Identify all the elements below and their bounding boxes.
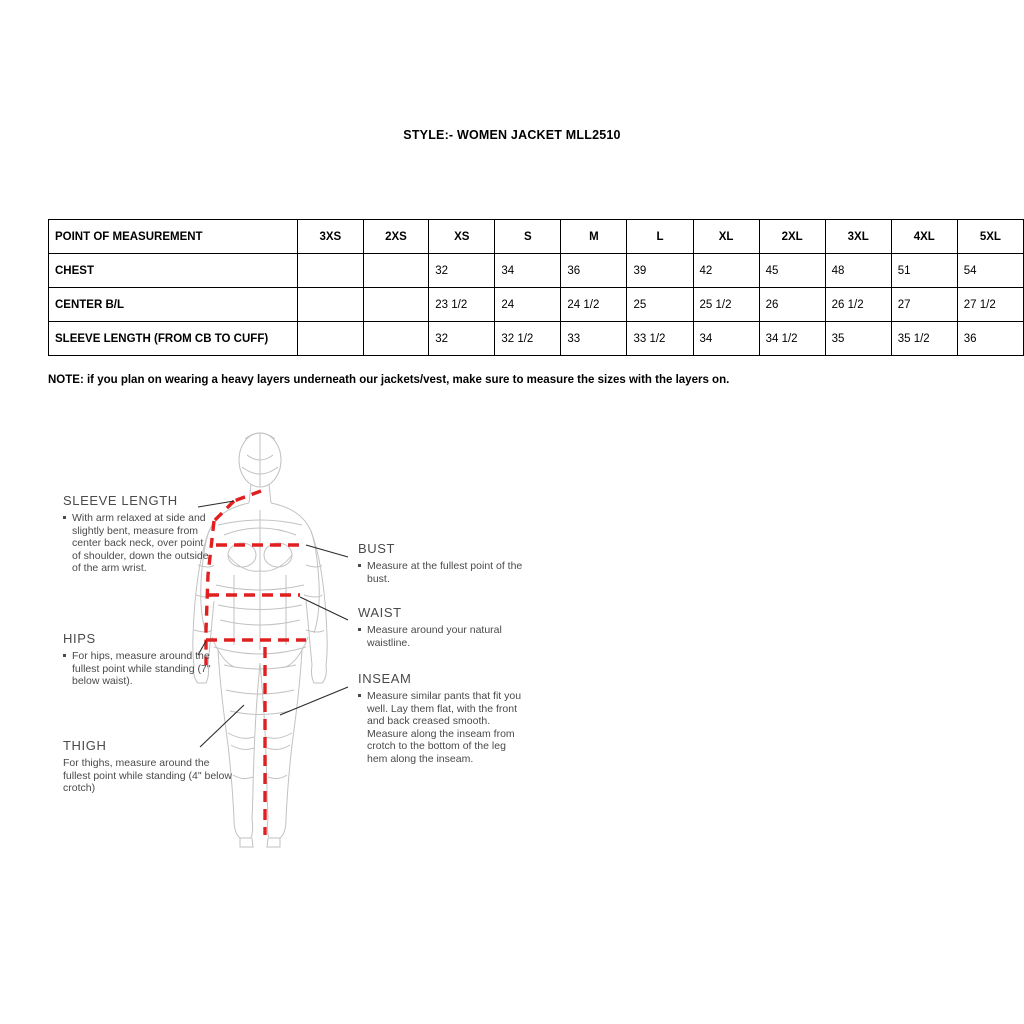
annotation-thigh — [63, 738, 238, 795]
cell-chest-2xl: 45 — [759, 254, 825, 288]
cell-centerbl-3xl: 26 1/2 — [825, 288, 891, 322]
cell-sleeve-2xs — [363, 322, 429, 356]
annotation-inseam — [358, 671, 528, 766]
cell-chest-5xl: 54 — [957, 254, 1023, 288]
annotation-inseam-body: Measure similar pants that fit you well. Lay them flat, with the front and back creased smooth. Measure along the inseam from crotch to the bottom of the leg hem along the inseam. — [358, 690, 528, 766]
column-header-s: S — [495, 220, 561, 254]
cell-centerbl-3xs — [298, 288, 364, 322]
column-header-3xs: 3XS — [298, 220, 364, 254]
column-header-4xl: 4XL — [891, 220, 957, 254]
cell-sleeve-l: 33 1/2 — [627, 322, 693, 356]
column-header-2xs: 2XS — [363, 220, 429, 254]
cell-chest-xl: 42 — [693, 254, 759, 288]
cell-sleeve-3xs — [298, 322, 364, 356]
column-header-l: L — [627, 220, 693, 254]
cell-sleeve-xl: 34 — [693, 322, 759, 356]
page-title: STYLE:- WOMEN JACKET MLL2510 — [403, 128, 621, 142]
table-header-row — [49, 220, 1024, 254]
cell-centerbl-s: 24 — [495, 288, 561, 322]
column-header-3xl: 3XL — [825, 220, 891, 254]
annotation-waist-body: Measure around your natural waistline. — [358, 624, 523, 649]
annotation-inseam-title: INSEAM — [358, 671, 412, 686]
annotation-sleeve-length-title: SLEEVE LENGTH — [63, 493, 178, 508]
cell-chest-3xl: 48 — [825, 254, 891, 288]
annotation-thigh-title: THIGH — [63, 738, 107, 753]
cell-chest-xs: 32 — [429, 254, 495, 288]
cell-chest-4xl: 51 — [891, 254, 957, 288]
column-header-xs: XS — [429, 220, 495, 254]
cell-sleeve-2xl: 34 1/2 — [759, 322, 825, 356]
cell-sleeve-3xl: 35 — [825, 322, 891, 356]
size-chart-table — [48, 219, 1024, 356]
cell-centerbl-2xl: 26 — [759, 288, 825, 322]
table-row — [49, 322, 1024, 356]
annotation-hips — [63, 631, 213, 688]
annotation-hips-title: HIPS — [63, 631, 96, 646]
annotation-sleeve-length — [63, 493, 213, 575]
cell-chest-m: 36 — [561, 254, 627, 288]
row-label-chest: CHEST — [49, 254, 298, 288]
cell-sleeve-4xl: 35 1/2 — [891, 322, 957, 356]
annotation-bust — [358, 541, 523, 585]
column-header-point-of-measurement: POINT OF MEASUREMENT — [49, 220, 298, 254]
measurement-diagram — [48, 415, 568, 885]
column-header-m: M — [561, 220, 627, 254]
row-label-sleeve-length: SLEEVE LENGTH (FROM CB TO CUFF) — [49, 322, 298, 356]
annotation-waist — [358, 605, 523, 649]
cell-centerbl-2xs — [363, 288, 429, 322]
column-header-5xl: 5XL — [957, 220, 1023, 254]
measurement-note: NOTE: if you plan on wearing a heavy layers underneath our jackets/vest, make sure to measure the sizes with the layers on. — [48, 374, 730, 386]
column-header-2xl: 2XL — [759, 220, 825, 254]
cell-centerbl-xl: 25 1/2 — [693, 288, 759, 322]
table-row — [49, 254, 1024, 288]
table-row — [49, 288, 1024, 322]
annotation-bust-title: BUST — [358, 541, 396, 556]
cell-centerbl-l: 25 — [627, 288, 693, 322]
annotation-hips-body: For hips, measure around the fullest point while standing (7" below waist). — [63, 650, 213, 688]
cell-chest-3xs — [298, 254, 364, 288]
cell-centerbl-4xl: 27 — [891, 288, 957, 322]
column-header-xl: XL — [693, 220, 759, 254]
annotation-waist-title: WAIST — [358, 605, 402, 620]
cell-chest-2xs — [363, 254, 429, 288]
cell-sleeve-xs: 32 — [429, 322, 495, 356]
cell-centerbl-xs: 23 1/2 — [429, 288, 495, 322]
annotation-thigh-body: For thighs, measure around the fullest point while standing (4" below crotch) — [63, 757, 232, 795]
cell-centerbl-5xl: 27 1/2 — [957, 288, 1023, 322]
cell-sleeve-5xl: 36 — [957, 322, 1023, 356]
annotation-sleeve-length-body: With arm relaxed at side and slightly bent, measure from center back neck, over point of shoulder, down the outside of the arm wrist. — [63, 512, 213, 575]
cell-sleeve-s: 32 1/2 — [495, 322, 561, 356]
row-label-center-bl: CENTER B/L — [49, 288, 298, 322]
annotation-bust-body: Measure at the fullest point of the bust. — [358, 560, 523, 585]
cell-centerbl-m: 24 1/2 — [561, 288, 627, 322]
cell-chest-l: 39 — [627, 254, 693, 288]
cell-chest-s: 34 — [495, 254, 561, 288]
cell-sleeve-m: 33 — [561, 322, 627, 356]
